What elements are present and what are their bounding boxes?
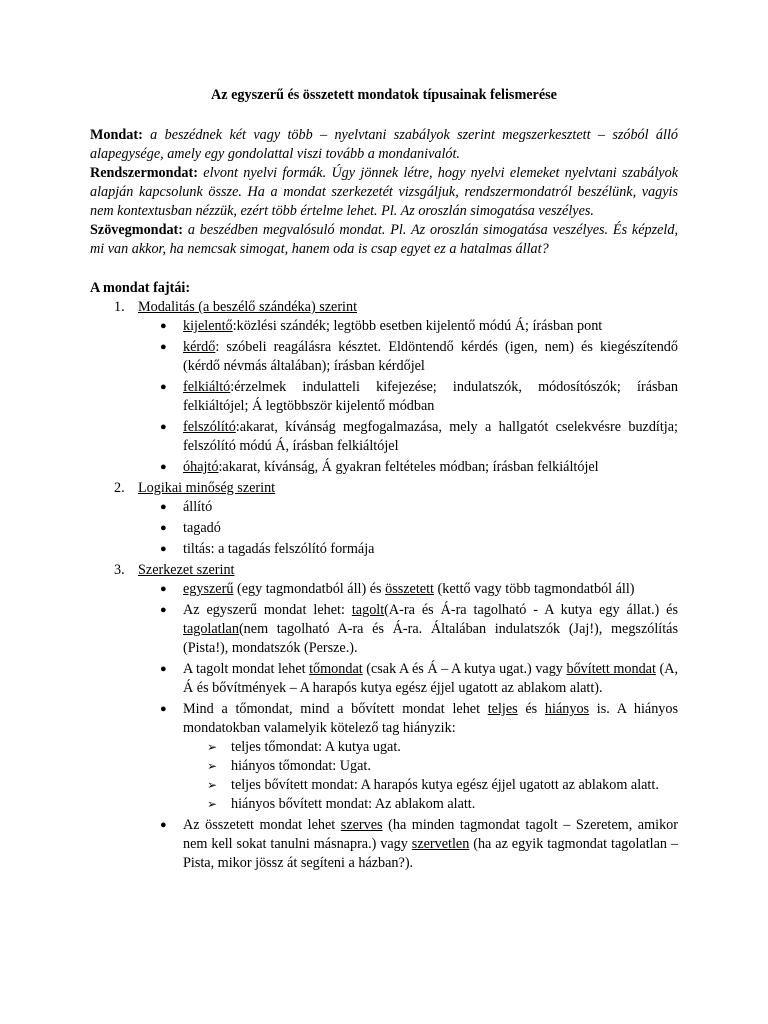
arrow-bullet-icon: ➢ — [207, 797, 218, 811]
arrow-item — [183, 757, 678, 776]
item-number: 3. — [114, 562, 125, 578]
bullet-item — [138, 418, 678, 456]
page-title: Az egyszerű és összetett mondatok típusainak felismerése — [211, 87, 557, 103]
arrow-item — [183, 738, 678, 757]
bullet-dot-icon: ● — [160, 819, 167, 831]
item-heading: Logikai minőség szerint — [138, 480, 276, 496]
bullet-item — [138, 660, 678, 698]
bullet-dot-icon: ● — [160, 583, 167, 595]
bullet-text: tiltás: a tagadás felszólító formája — [183, 541, 375, 557]
list-item-szerkezet — [90, 561, 678, 873]
bullet-dot-icon: ● — [160, 501, 167, 513]
underlined-term: bővített mondat — [566, 661, 656, 677]
bullet-dot-icon: ● — [160, 381, 167, 393]
bullet-item — [138, 498, 678, 517]
underlined-term: teljes — [487, 701, 518, 717]
bullet-text: Mind a tőmondat, mind a bővített mondat lehet — [183, 701, 488, 717]
arrow-item — [183, 776, 678, 795]
bullet-text: (ha minden tagmondat tagolt – Szeretem, amikor nem kell sokat tanulni másnapra.) vagy — [183, 817, 678, 852]
bullet-text: : szóbeli reagálásra késztet. Eldöntendő kérdés (igen, nem) és kiegészítendő (kérdő névmás általában); írásban kérdőjel — [183, 339, 678, 374]
underlined-term: tagolatlan — [183, 621, 239, 637]
bullet-text: :akarat, kívánság, Á gyakran feltételes módban; írásban felkiáltójel — [218, 459, 599, 475]
bullet-text: :közlési szándék; legtöbb esetben kijelentő módú Á; írásban pont — [232, 318, 603, 334]
bullet-text: (csak A és Á – A kutya ugat.) vagy — [362, 661, 567, 677]
bullet-text: is. A hiányos mondatokban valamelyik kötelező tag hiányzik: — [183, 701, 678, 736]
definition-term: Szövegmondat: — [90, 222, 184, 238]
arrow-bullet-icon: ➢ — [207, 740, 218, 754]
bullet-item — [138, 317, 678, 336]
bullet-dot-icon: ● — [160, 703, 167, 715]
bullet-item — [138, 540, 678, 559]
bullet-dot-icon: ● — [160, 522, 167, 534]
bullet-dot-icon: ● — [160, 341, 167, 353]
section-heading: A mondat fajtái: — [90, 280, 191, 296]
arrow-sublist — [183, 738, 678, 814]
definition-mondat — [90, 126, 678, 164]
arrow-item-text: teljes tőmondat: A kutya ugat. — [231, 739, 401, 755]
bullet-text: A tagolt mondat lehet — [183, 661, 310, 677]
underlined-term: összetett — [385, 581, 434, 597]
arrow-bullet-icon: ➢ — [207, 778, 218, 792]
bullet-list — [138, 580, 678, 873]
bullet-text: :akarat, kívánság megfogalmazása, mely a hallgatót cselekvésre buzdítja; felszólító módú Á, írásban felkiáltójel — [183, 419, 678, 454]
bullet-item — [138, 700, 678, 814]
bullet-dot-icon: ● — [160, 461, 167, 473]
list-item-logikai — [90, 479, 678, 559]
bullet-text: tagadó — [183, 520, 221, 536]
bullet-text: (ha az egyik tagmondat tagolatlan – Pista, mikor jössz át segíteni a házban?). — [183, 836, 678, 871]
bullet-text: (kettő vagy több tagmondatból áll) — [433, 581, 635, 597]
underlined-term: szerves — [340, 817, 383, 833]
underlined-term: óhajtó — [183, 459, 219, 475]
arrow-bullet-icon: ➢ — [207, 759, 218, 773]
item-number: 1. — [114, 299, 125, 315]
underlined-term: hiányos — [544, 701, 590, 717]
bullet-dot-icon: ● — [160, 320, 167, 332]
bullet-item — [138, 338, 678, 376]
underlined-term: kijelentő — [183, 318, 233, 334]
definition-term: Rendszermondat: — [90, 165, 198, 181]
bullet-item — [138, 519, 678, 538]
types-list — [90, 298, 678, 873]
bullet-list — [138, 498, 678, 559]
bullet-text: (A, Á és bővítmények – A harapós kutya egész éjjel ugatott az ablakom alatt). — [183, 661, 678, 696]
bullet-item — [138, 580, 678, 599]
item-number: 2. — [114, 480, 125, 496]
bullet-item — [138, 378, 678, 416]
underlined-term: felszólító — [183, 419, 236, 435]
underlined-term: kérdő — [183, 339, 216, 355]
underlined-term: szervetlen — [411, 836, 470, 852]
bullet-list — [138, 317, 678, 477]
bullet-item — [138, 458, 678, 477]
bullet-text: Az egyszerű mondat lehet: — [183, 602, 352, 618]
arrow-item-text: hiányos bővített mondat: Az ablakom alatt. — [231, 796, 476, 812]
bullet-text: és — [517, 701, 545, 717]
bullet-text: (A-ra és Á-ra tagolható - A kutya egy állat.) és — [384, 602, 678, 618]
definition-text: a beszédnek két vagy több – nyelvtani szabályok szerint megszerkesztett – szóból álló alapegysége, amely egy gondolattal viszi tovább a mondanivalót. — [90, 127, 678, 162]
item-heading: Szerkezet szerint — [138, 562, 235, 578]
definition-text: elvont nyelvi formák. Úgy jönnek létre, hogy nyelvi elemeket nyelvtani szabályok alapján kapcsolunk össze. Ha a mondat szerkezetét vizsgáljuk, rendszermondatról beszélünk, vagyis nem kontextusban nézzük, ezért több értelme lehet. Pl. Az oroszlán simogatása veszélyes. — [90, 165, 678, 219]
definition-text: a beszédben megvalósuló mondat. Pl. Az oroszlán simogatása veszélyes. És képzeld, mi van akkor, ha nemcsak simogat, hanem oda is csap egyet ez a hatalmas állat? — [90, 222, 678, 257]
bullet-dot-icon: ● — [160, 421, 167, 433]
bullet-dot-icon: ● — [160, 663, 167, 675]
bullet-text: (nem tagolható A-ra és Á-ra. Általában indulatszók (Jaj!), megszólítás (Pista!), mondatszók (Persze.). — [183, 621, 678, 656]
bullet-dot-icon: ● — [160, 543, 167, 555]
bullet-text: (egy tagmondatból áll) és — [233, 581, 386, 597]
underlined-term: felkiáltó — [183, 379, 231, 395]
underlined-term: tőmondat — [309, 661, 363, 677]
bullet-item — [138, 816, 678, 873]
definition-rendszermondat — [90, 164, 678, 221]
bullet-text: Az összetett mondat lehet — [183, 817, 341, 833]
bullet-text: :érzelmek indulatteli kifejezése; indulatszók, módosítószók; írásban felkiáltójel; Á legtöbbször kijelentő módban — [183, 379, 678, 414]
document-body — [90, 86, 678, 875]
definition-term: Mondat: — [90, 127, 143, 143]
bullet-item — [138, 601, 678, 658]
item-heading: Modalitás (a beszélő szándéka) szerint — [138, 299, 358, 315]
definition-szovegmondat — [90, 221, 678, 259]
list-item-modalitas — [90, 298, 678, 477]
arrow-item-text: teljes bővített mondat: A harapós kutya egész éjjel ugatott az ablakom alatt. — [231, 777, 659, 793]
bullet-dot-icon: ● — [160, 604, 167, 616]
underlined-term: egyszerű — [183, 581, 234, 597]
arrow-item-text: hiányos tőmondat: Ugat. — [231, 758, 371, 774]
underlined-term: tagolt — [351, 602, 385, 618]
arrow-item — [183, 795, 678, 814]
bullet-text: állító — [183, 499, 213, 515]
